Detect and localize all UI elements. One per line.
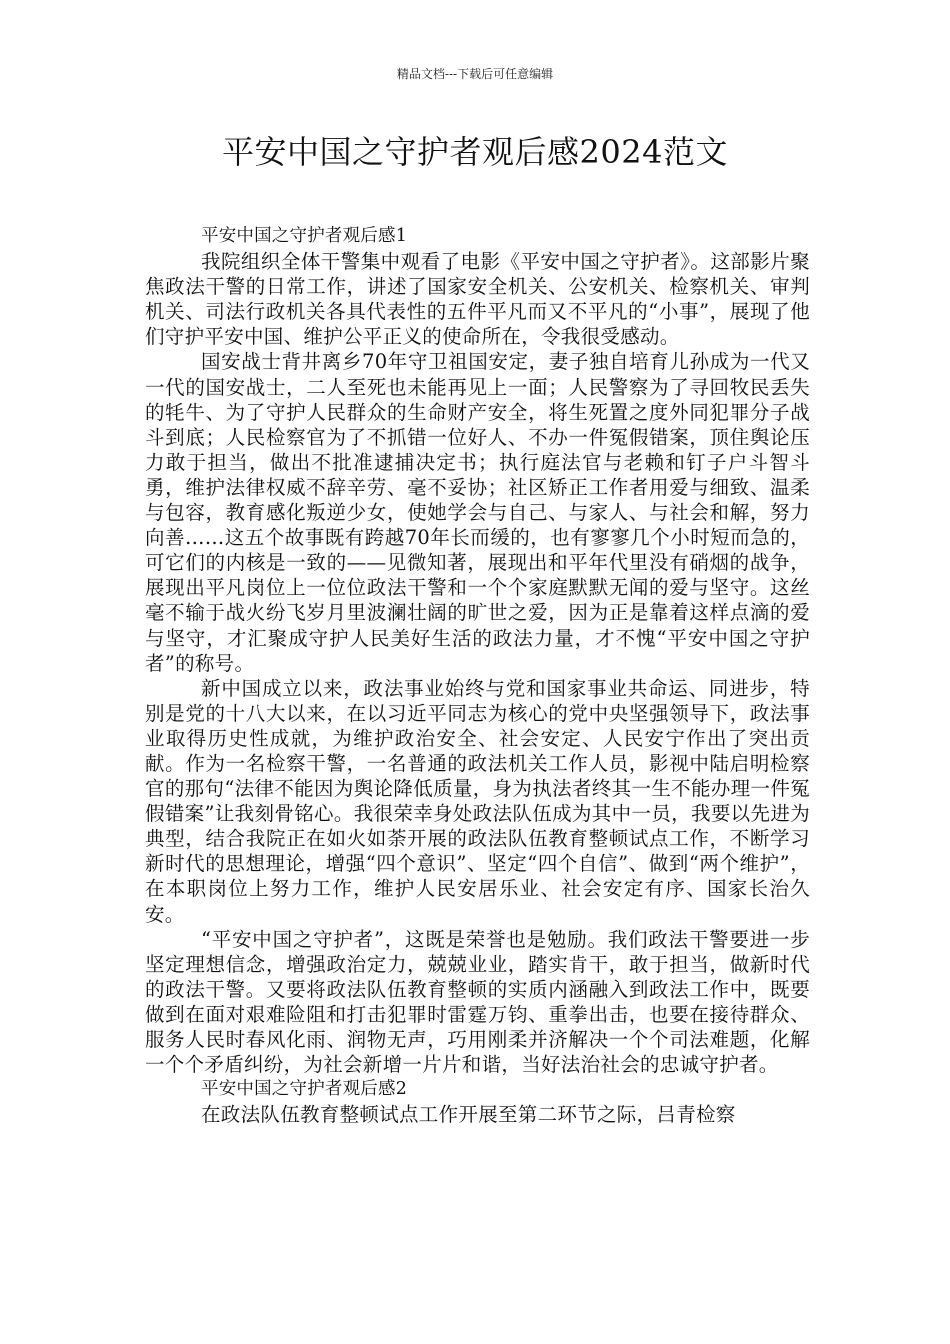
section-1 [145, 224, 810, 1077]
paragraph: 新中国成立以来，政法事业始终与党和国家事业共命运、同进步，特别是党的十八大以来，在以习近平同志为核心的党中央坚强领导下，政法事业取得历史性成就，为维护政治安全、社会安定、人民安宁作出了突出贡献。作为一名检察干警，一名普通的政法机关工作人员，影视中陆启明检察官的那句“法律不能因为舆论降低质量，身为执法者终其一生不能办理一件冤假错案”让我刻骨铭心。我很荣幸身处政法队伍成为其中一员，我要以先进为典型，结合我院正在如火如荼开展的政法队伍教育整顿试点工作，不断学习新时代的思想理论，增强“四个意识”、坚定“四个自信”、做到“两个维护”，在本职岗位上努力工作，维护人民安居乐业、社会安定有序、国家长治久安。 [145, 676, 810, 926]
section-2 [145, 1077, 810, 1127]
paragraph: 国安战士背井离乡70年守卫祖国安定，妻子独自培育儿孙成为一代又一代的国安战士，二人至死也未能再见上一面；人民警察为了寻回牧民丢失的牦牛、为了守护人民群众的生命财产安全，将生死置之度外同犯罪分子战斗到底；人民检察官为了不抓错一位好人、不办一件冤假错案，顶住舆论压力敢于担当，做出不批准逮捕决定书；执行庭法官与老赖和钉子户斗智斗勇，维护法律权威不辞辛劳、毫不妥协；社区矫正工作者用爱与细致、温柔与包容，教育感化叛逆少女，使她学会与自己、与家人、与社会和解，努力向善……这五个故事既有跨越70年长而缓的，也有寥寥几个小时短而急的，可它们的内核是一致的——见微知著，展现出和平年代里没有硝烟的战争，展现出平凡岗位上一位位政法干警和一个个家庭默默无闻的爱与坚守。这丝毫不输于战火纷飞岁月里波澜壮阔的旷世之爱，因为正是靠着这样点滴的爱与坚守，才汇聚成守护人民美好生活的政法力量，才不愧“平安中国之守护者”的称号。 [145, 350, 810, 675]
paragraph: “平安中国之守护者”，这既是荣誉也是勉励。我们政法干警要进一步坚定理想信念，增强政治定力，兢兢业业，踏实肯干，敢于担当，做新时代的政法干警。又要将政法队伍教育整顿的实质内涵融入到政法工作中，既要做到在面对艰难险阻和打击犯罪时雷霆万钧、重拳出击，也要在接待群众、服务人民时春风化雨、润物无声，巧用刚柔并济解决一个个司法难题，化解一个个矛盾纠纷，为社会新增一片片和谐，当好法治社会的忠诚守护者。 [145, 927, 810, 1077]
paragraph: 在政法队伍教育整顿试点工作开展至第二环节之际，吕青检察 [201, 1103, 736, 1127]
paragraph: 我院组织全体干警集中观看了电影《平安中国之守护者》。这部影片聚焦政法干警的日常工作，讲述了国家安全机关、公安机关、检察机关、审判机关、司法行政机关各具代表性的五件平凡而又不平凡的“小事”，展现了他们守护平安中国、维护公平正义的使命所在，令我很受感动。 [145, 250, 810, 349]
document-body [145, 224, 810, 1127]
section-heading: 平安中国之守护者观后感2 [201, 1079, 408, 1100]
section-heading: 平安中国之守护者观后感1 [201, 226, 408, 246]
document-title: 平安中国之守护者观后感2024范文 [222, 133, 728, 171]
page-header: 精品文档---下载后可任意编辑 [396, 67, 554, 81]
